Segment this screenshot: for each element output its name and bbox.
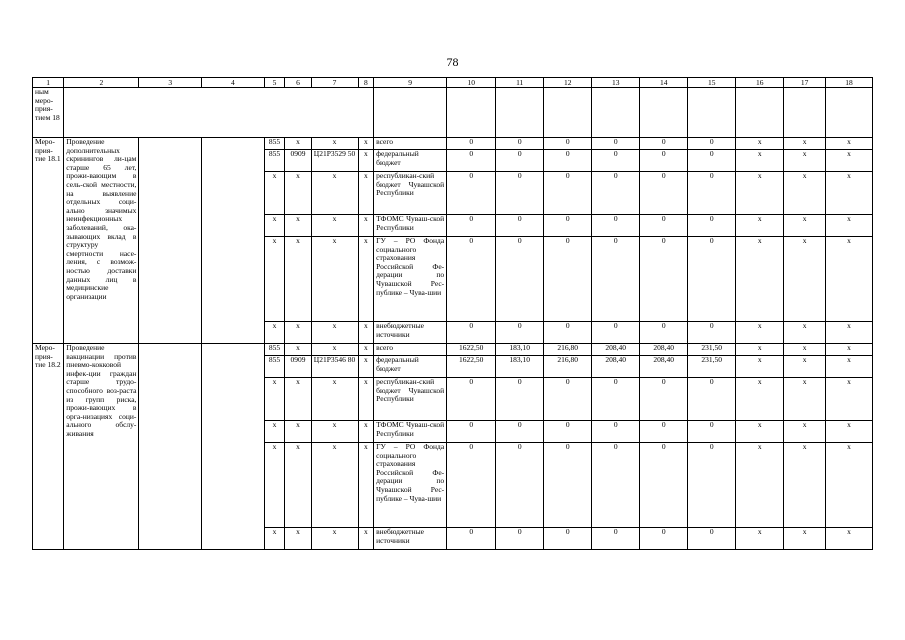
funding-source: внебюджетные источники [374, 322, 447, 344]
cell-c7: х [311, 378, 358, 421]
value-cell: х [736, 150, 784, 172]
cell-c5: х [264, 443, 285, 528]
value-cell: 0 [447, 378, 496, 421]
cell-c5: 855 [264, 356, 285, 378]
empty-cell [736, 88, 784, 138]
cell-c8: х [358, 344, 374, 356]
value-cell: 0 [544, 138, 592, 150]
value-cell: 0 [688, 172, 736, 215]
cell-c8: х [358, 215, 374, 237]
cell-c5: х [264, 378, 285, 421]
empty-cell [688, 88, 736, 138]
cell-c7: х [311, 237, 358, 322]
value-cell: 0 [688, 528, 736, 550]
cell-c7: х [311, 322, 358, 344]
value-cell: х [825, 421, 872, 443]
column-number: 6 [285, 78, 311, 88]
column-number: 4 [202, 78, 265, 88]
funding-source: ТФОМС Чуваш-ской Республики [374, 215, 447, 237]
cell-c7: х [311, 172, 358, 215]
cell-c6: х [285, 421, 311, 443]
cell-c7: х [311, 344, 358, 356]
cell-c5: х [264, 322, 285, 344]
value-cell: 0 [447, 443, 496, 528]
value-cell: 0 [688, 421, 736, 443]
column-number: 7 [311, 78, 358, 88]
value-cell: 0 [640, 237, 688, 322]
value-cell: 183,10 [496, 356, 544, 378]
value-cell: 0 [688, 443, 736, 528]
value-cell: 0 [496, 322, 544, 344]
value-cell: 216,80 [544, 344, 592, 356]
header-row [33, 78, 873, 88]
value-cell: 0 [592, 150, 640, 172]
value-cell: 0 [544, 150, 592, 172]
value-cell: 208,40 [592, 356, 640, 378]
empty-cell [544, 88, 592, 138]
value-cell: 0 [592, 237, 640, 322]
event-label: Меро-прия-тие 18.1 [33, 138, 64, 344]
value-cell: х [784, 528, 826, 550]
value-cell: х [784, 215, 826, 237]
value-cell: 0 [640, 138, 688, 150]
cell-c7: х [311, 215, 358, 237]
value-cell: 0 [592, 443, 640, 528]
value-cell: 0 [447, 322, 496, 344]
value-cell: х [784, 172, 826, 215]
value-cell: 183,10 [496, 344, 544, 356]
funding-source: федеральный бюджет [374, 150, 447, 172]
value-cell: х [825, 237, 872, 322]
value-cell: 0 [447, 150, 496, 172]
value-cell: 0 [496, 138, 544, 150]
funding-source: ТФОМС Чуваш-ской Республики [374, 421, 447, 443]
empty-cell [64, 88, 374, 138]
value-cell: 0 [496, 237, 544, 322]
value-cell: 0 [640, 172, 688, 215]
cell-c6: х [285, 322, 311, 344]
cell-c5: х [264, 172, 285, 215]
value-cell: 0 [496, 172, 544, 215]
value-cell: х [825, 215, 872, 237]
cell-c8: х [358, 150, 374, 172]
value-cell: 0 [592, 215, 640, 237]
cell-c8: х [358, 528, 374, 550]
column-number: 10 [447, 78, 496, 88]
column-number: 3 [139, 78, 202, 88]
cell-c8: х [358, 237, 374, 322]
value-cell: х [825, 322, 872, 344]
value-cell: 0 [496, 528, 544, 550]
value-cell: х [825, 150, 872, 172]
cell-c5: 855 [264, 138, 285, 150]
page-number: 78 [446, 55, 459, 69]
cell-c6: х [285, 172, 311, 215]
empty-cell [374, 88, 447, 138]
column-number: 9 [374, 78, 447, 88]
cell-c5: х [264, 528, 285, 550]
empty-cell [139, 138, 202, 344]
column-number: 5 [264, 78, 285, 88]
value-cell: 0 [447, 528, 496, 550]
value-cell: х [736, 356, 784, 378]
cell-c6: х [285, 378, 311, 421]
value-cell: 0 [592, 172, 640, 215]
value-cell: 0 [544, 322, 592, 344]
cell-c6: х [285, 344, 311, 356]
value-cell: 0 [544, 378, 592, 421]
cell-c8: х [358, 421, 374, 443]
value-cell: 0 [496, 443, 544, 528]
value-cell: 0 [447, 138, 496, 150]
cell-c5: х [264, 421, 285, 443]
table-row [33, 138, 873, 150]
value-cell: 0 [447, 421, 496, 443]
cell-c5: 855 [264, 150, 285, 172]
cell-c6: х [285, 215, 311, 237]
column-number: 18 [825, 78, 872, 88]
value-cell: 0 [496, 150, 544, 172]
value-cell: х [736, 344, 784, 356]
empty-cell [496, 88, 544, 138]
cell-c8: х [358, 138, 374, 150]
value-cell: х [784, 138, 826, 150]
value-cell: 0 [640, 150, 688, 172]
empty-cell [825, 88, 872, 138]
value-cell: 0 [640, 443, 688, 528]
value-cell: х [736, 215, 784, 237]
cell-c6: х [285, 237, 311, 322]
column-number: 1 [33, 78, 64, 88]
column-number: 12 [544, 78, 592, 88]
value-cell: 0 [640, 528, 688, 550]
cell-c5: 855 [264, 344, 285, 356]
value-cell: 0 [496, 421, 544, 443]
event-label: Меро-прия-тие 18.2 [33, 344, 64, 550]
value-cell: 0 [496, 215, 544, 237]
value-cell: 1622,50 [447, 344, 496, 356]
cell-c8: х [358, 443, 374, 528]
value-cell: 0 [592, 421, 640, 443]
empty-cell [592, 88, 640, 138]
value-cell: 0 [688, 215, 736, 237]
cell-c7: х [311, 138, 358, 150]
value-cell: х [825, 378, 872, 421]
funding-source: республикан-ский бюджет Чувашской Республики [374, 172, 447, 215]
value-cell: 0 [447, 215, 496, 237]
empty-cell [447, 88, 496, 138]
value-cell: 0 [592, 528, 640, 550]
value-cell: х [825, 356, 872, 378]
column-number: 15 [688, 78, 736, 88]
value-cell: 0 [592, 322, 640, 344]
empty-cell [139, 344, 202, 550]
column-number: 2 [64, 78, 139, 88]
value-cell: 0 [544, 237, 592, 322]
empty-cell [202, 138, 265, 344]
funding-source: республикан-ский бюджет Чувашской Республики [374, 378, 447, 421]
cell-c8: х [358, 172, 374, 215]
value-cell: х [784, 378, 826, 421]
value-cell: 208,40 [592, 344, 640, 356]
value-cell: 0 [640, 215, 688, 237]
value-cell: х [784, 421, 826, 443]
funding-source: ГУ – РО Фонда социального страхования Российской Фе-дерации по Чувашской Рес-публике – Чува-шии [374, 443, 447, 528]
value-cell: 208,40 [640, 344, 688, 356]
value-cell: х [736, 528, 784, 550]
value-cell: х [736, 172, 784, 215]
value-cell: 0 [592, 138, 640, 150]
value-cell: х [784, 237, 826, 322]
funding-source: всего [374, 138, 447, 150]
value-cell: 0 [640, 378, 688, 421]
value-cell: х [784, 322, 826, 344]
value-cell: х [736, 443, 784, 528]
event-description: Проведение вакцинации против пневмо-кокковой инфек-ции граждан старше трудо-способного воз-раста из групп риска, прожи-вающих в орга-низациях соци-ального обслу-живания [64, 344, 139, 550]
event-description: Проведение дополнительных скринингов ли-цам старше 65 лет, прожи-вающим в сель-ской местности, на выявление отдельных соци-ально значимых неинфекционных заболеваний, ока-зывающих вклад в структуру смертности насе-ления, с возмож-ностью доставки данных лиц в медицинские организации [64, 138, 139, 344]
cell-c6: 0909 [285, 150, 311, 172]
column-number: 17 [784, 78, 826, 88]
value-cell: 0 [688, 150, 736, 172]
cell-c7: Ц21Р3529 50 [311, 150, 358, 172]
column-number: 11 [496, 78, 544, 88]
value-cell: 0 [496, 378, 544, 421]
column-number: 13 [592, 78, 640, 88]
value-cell: х [736, 138, 784, 150]
cell-c7: х [311, 421, 358, 443]
funding-source: внебюджетные источники [374, 528, 447, 550]
value-cell: 0 [640, 322, 688, 344]
cell-c6: х [285, 138, 311, 150]
value-cell: 0 [544, 421, 592, 443]
value-cell: 0 [592, 378, 640, 421]
column-number: 16 [736, 78, 784, 88]
value-cell: 0 [688, 378, 736, 421]
value-cell: х [784, 443, 826, 528]
value-cell: 231,50 [688, 356, 736, 378]
value-cell: 0 [544, 215, 592, 237]
value-cell: х [736, 322, 784, 344]
value-cell: 216,80 [544, 356, 592, 378]
value-cell: х [784, 344, 826, 356]
value-cell: 0 [688, 237, 736, 322]
value-cell: х [784, 150, 826, 172]
cell-c6: 0909 [285, 356, 311, 378]
value-cell: 0 [688, 138, 736, 150]
cell-c7: Ц21Р3546 80 [311, 356, 358, 378]
value-cell: х [825, 528, 872, 550]
cell-c8: х [358, 378, 374, 421]
cell-c6: х [285, 443, 311, 528]
value-cell: 0 [688, 322, 736, 344]
value-cell: 208,40 [640, 356, 688, 378]
cell-c8: х [358, 356, 374, 378]
value-cell: х [736, 421, 784, 443]
value-cell: 0 [447, 172, 496, 215]
value-cell: х [825, 172, 872, 215]
value-cell: х [736, 378, 784, 421]
column-number: 8 [358, 78, 374, 88]
funding-source: ГУ – РО Фонда социального страхования Российской Фе-дерации по Чувашской Рес-публике – Чува-шии [374, 237, 447, 322]
funding-source: федеральный бюджет [374, 356, 447, 378]
table-row [33, 344, 873, 356]
value-cell: х [736, 237, 784, 322]
budget-table [32, 77, 873, 550]
value-cell: 231,50 [688, 344, 736, 356]
value-cell: х [825, 443, 872, 528]
cell-c8: х [358, 322, 374, 344]
cell-c5: х [264, 237, 285, 322]
cell-c6: х [285, 528, 311, 550]
value-cell: 0 [544, 528, 592, 550]
cell-c7: х [311, 443, 358, 528]
value-cell: 0 [640, 421, 688, 443]
empty-cell [202, 344, 265, 550]
continuation-row [33, 88, 873, 138]
empty-cell [784, 88, 826, 138]
funding-source: всего [374, 344, 447, 356]
value-cell: 0 [544, 443, 592, 528]
value-cell: х [784, 356, 826, 378]
value-cell: 0 [447, 237, 496, 322]
value-cell: х [825, 344, 872, 356]
empty-cell [640, 88, 688, 138]
value-cell: х [825, 138, 872, 150]
value-cell: 1622,50 [447, 356, 496, 378]
value-cell: 0 [544, 172, 592, 215]
cell-c5: х [264, 215, 285, 237]
continued-event-label: ным меро-прия-тием 18 [33, 88, 64, 138]
column-number: 14 [640, 78, 688, 88]
cell-c7: х [311, 528, 358, 550]
